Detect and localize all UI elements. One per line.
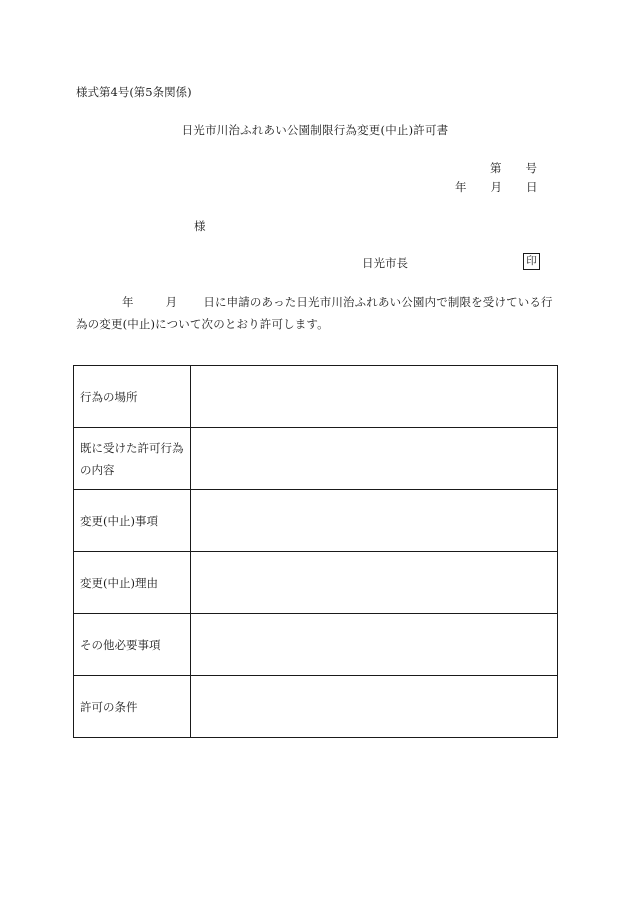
row-label-previous-permit: 既に受けた許可行為の内容 [74, 428, 191, 490]
row-value-previous-permit[interactable] [191, 428, 558, 490]
table-row [74, 428, 558, 490]
document-title: 日光市川治ふれあい公園制限行為変更(中止)許可書 [181, 123, 449, 137]
permit-statement [76, 291, 556, 335]
row-label-change-items: 変更(中止)事項 [74, 490, 191, 552]
table-row [74, 366, 558, 428]
row-label-other-items: その他必要事項 [74, 614, 191, 676]
table-row [74, 552, 558, 614]
row-value-location[interactable] [191, 366, 558, 428]
table-row [74, 614, 558, 676]
row-value-change-items[interactable] [191, 490, 558, 552]
reference-dai: 第 [490, 161, 502, 175]
statement-text: 日に申請のあった日光市川治ふれあい公園内で制限を受けている行為の変更(中止)について次のとおり許可します。 [76, 295, 553, 331]
statement-year: 年 [122, 295, 134, 309]
row-label-location: 行為の場所 [74, 366, 191, 428]
seal-box: 印 [523, 253, 540, 270]
reference-number-line [490, 160, 537, 176]
reference-go: 号 [525, 161, 537, 175]
addressee-honorific: 様 [194, 219, 206, 233]
row-value-conditions[interactable] [191, 676, 558, 738]
row-value-change-reason[interactable] [191, 552, 558, 614]
row-label-change-reason: 変更(中止)理由 [74, 552, 191, 614]
table-row [74, 490, 558, 552]
statement-month: 月 [165, 295, 178, 309]
issue-date-month: 月 [490, 180, 502, 194]
issue-date-year: 年 [455, 180, 467, 194]
row-label-conditions: 許可の条件 [74, 676, 191, 738]
table-row [74, 676, 558, 738]
form-number: 様式第4号(第5条関係) [76, 85, 192, 99]
issue-date-day: 日 [526, 180, 538, 194]
issuer-title: 日光市長 [362, 256, 408, 270]
permit-details-table [73, 365, 558, 738]
row-value-other-items[interactable] [191, 614, 558, 676]
issue-date-line [455, 179, 538, 195]
